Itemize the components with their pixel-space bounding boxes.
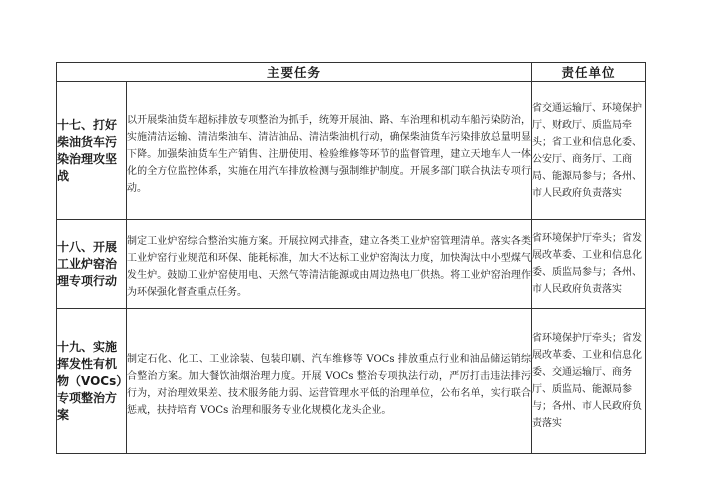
task-content: 以开展柴油货车超标排放专项整治为抓手，统筹开展油、路、车治理和机动车船污染防治，实施清洁运输、清洁柴油车、清洁油品、清洁柴油机行动，确保柴油货车污染排放总量明显下降。加强柴油货车生产销售、注册使用、检验维修等环节的监督管理，建立天地车人一体化的全方位监控体系，实施在用汽车排放检测与强制维护制度。开展多部门联合执法专项行动。: [127, 82, 532, 220]
responsible-unit: 省环境保护厅牵头；省发展改革委、工业和信息化委、质监局参与；各州、市人民政府负责落实: [532, 220, 646, 309]
task-table: [56, 62, 646, 454]
task-title: 十七、打好柴油货车污染治理攻坚战: [57, 82, 127, 220]
table-row: [57, 220, 646, 309]
task-content: 制定工业炉窑综合整治实施方案。开展拉网式排查，建立各类工业炉窑管理清单。落实各类工业炉窑行业规范和环保、能耗标准，加大不达标工业炉窑淘汰力度，加快淘汰中小型煤气发生炉。鼓励工业炉窑使用电、天然气等清洁能源或由周边热电厂供热。将工业炉窑治理作为环保强化督查重点任务。: [127, 220, 532, 309]
responsible-unit: 省交通运输厅、环境保护厅、财政厅、质监局牵头；省工业和信息化委、公安厅、商务厅、工商局、能源局参与；各州、市人民政府负责落实: [532, 82, 646, 220]
table-header-row: [57, 63, 646, 82]
table-row: [57, 309, 646, 454]
task-title: 十九、实施挥发性有机物（VOCs）专项整治方案: [57, 309, 127, 454]
header-main-tasks: 主要任务: [57, 63, 532, 82]
responsible-unit: 省环境保护厅牵头；省发展改革委、工业和信息化委、交通运输厅、商务厅、质监局、能源局参与；各州、市人民政府负责落实: [532, 309, 646, 454]
task-content: 制定石化、化工、工业涂装、包装印刷、汽车维修等 VOCs 排放重点行业和油品储运销综合整治方案。加大餐饮油烟治理力度。开展 VOCs 整治专项执法行动，严厉打击违法排污行为，对治理效果差、技术服务能力弱、运营管理水平低的治理单位，公布名单，实行联合惩戒，扶持培育 VOCs 治理和服务专业化规模化龙头企业。: [127, 309, 532, 454]
task-title: 十八、开展工业炉窑治理专项行动: [57, 220, 127, 309]
table-row: [57, 82, 646, 220]
header-responsible-unit: 责任单位: [532, 63, 646, 82]
